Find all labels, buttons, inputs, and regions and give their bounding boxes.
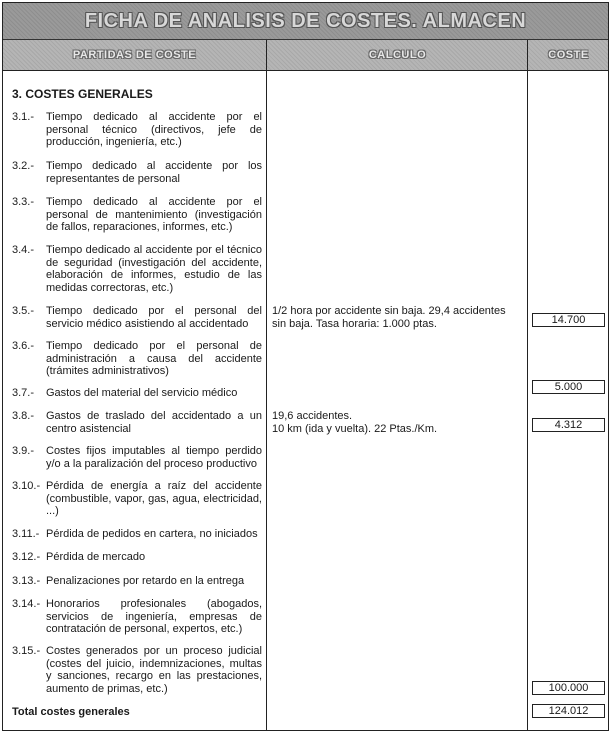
item-number: 3.10.- — [12, 480, 41, 492]
item-text: Tiempo dedicado por el personal del servicio médico asistiendo al accidentado — [46, 305, 262, 330]
cost-item-3-15 — [12, 645, 262, 695]
item-text: Tiempo dedicado al accidente por el técnico de seguridad (investigación del accidente, elaboración de informes, estudio de las medidas correctoras, etc.) — [46, 244, 262, 294]
cost-item-3-8 — [12, 410, 262, 435]
item-number: 3.8.- — [12, 410, 35, 422]
item-number: 3.4.- — [12, 244, 35, 256]
cost-value-3-15: 100.000 — [532, 681, 605, 695]
header-calculo: CALCULO — [266, 40, 528, 70]
cost-item-3-9 — [12, 445, 262, 470]
column-divider — [527, 70, 528, 731]
item-number: 3.5.- — [12, 305, 35, 317]
cost-item-3-2 — [12, 160, 262, 185]
item-number: 3.9.- — [12, 445, 35, 457]
item-text: Tiempo dedicado al accidente por los representantes de personal — [46, 160, 262, 185]
item-number: 3.2.- — [12, 160, 35, 172]
cost-value-3-7: 5.000 — [532, 380, 605, 394]
item-number: 3.1.- — [12, 111, 35, 123]
item-text: Tiempo dedicado al accidente por el personal de mantenimiento (investigación de fallos, reparaciones, informes, etc.) — [46, 196, 262, 233]
header-partidas: PARTIDAS DE COSTE — [72, 49, 197, 61]
item-text: Pérdida de mercado — [46, 551, 146, 563]
item-text: Costes generados por un proceso judicial (costes del juicio, indemnizaciones, multas y sanciones, recargo en las prestaciones, aumento de primas, etc.) — [46, 645, 262, 695]
item-number: 3.6.- — [12, 340, 35, 352]
item-text: Gastos del material del servicio médico — [46, 387, 238, 399]
calculation-3-5: 1/2 hora por accidente sin baja. 29,4 accidentes sin baja. Tasa horaria: 1.000 ptas. — [272, 305, 506, 330]
item-text: Tiempo dedicado por el personal de administración a causa del accidente (trámites administrativos) — [46, 340, 262, 377]
item-number: 3.14.- — [12, 598, 41, 610]
cost-item-3-12 — [12, 551, 262, 564]
cost-item-3-6 — [12, 340, 262, 378]
sheet-title: FICHA DE ANALISIS DE COSTES. ALMACEN — [84, 9, 527, 32]
cost-item-3-11 — [12, 528, 262, 541]
item-number: 3.7.- — [12, 387, 35, 399]
cost-item-3-7 — [12, 387, 262, 400]
calculation-3-8-line-1: 19,6 accidentes. — [272, 410, 353, 422]
item-text: Honorarios profesionales (abogados, servicios de ingeniería, empresas de contratación de personal, expertos, etc.) — [46, 598, 262, 635]
item-number: 3.3.- — [12, 196, 35, 208]
cost-item-3-10 — [12, 480, 262, 518]
column-header-row — [3, 40, 608, 71]
item-number: 3.15.- — [12, 645, 41, 657]
item-number: 3.11.- — [12, 528, 40, 540]
total-value: 124.012 — [532, 704, 605, 718]
item-number: 3.13.- — [12, 575, 41, 587]
section-title: 3. COSTES GENERALES — [12, 87, 153, 101]
column-divider — [266, 70, 267, 731]
cost-value-3-5: 14.700 — [532, 313, 605, 327]
cost-value-3-8: 4.312 — [532, 418, 605, 432]
item-number: 3.12.- — [12, 551, 41, 563]
total-label: Total costes generales — [12, 706, 130, 718]
item-text: Penalizaciones por retardo en la entrega — [46, 575, 245, 587]
calculation-3-8-line-2: 10 km (ida y vuelta). 22 Ptas./Km. — [272, 423, 438, 435]
item-text: Costes fijos imputables al tiempo perdido y/o a la paralización del proceso productivo — [46, 445, 262, 470]
title-bar — [3, 3, 608, 40]
item-text: Gastos de traslado del accidentado a un centro asistencial — [46, 410, 262, 435]
cost-item-3-1 — [12, 111, 262, 149]
cost-item-3-4 — [12, 244, 262, 294]
cost-item-3-5 — [12, 305, 262, 330]
cost-item-3-13 — [12, 575, 262, 588]
cost-item-3-14 — [12, 598, 262, 636]
cost-item-3-3 — [12, 196, 262, 234]
header-coste: COSTE — [527, 40, 609, 70]
item-text: Tiempo dedicado al accidente por el personal técnico (directivos, jefe de producción, ingeniería, etc.) — [46, 111, 262, 148]
item-text: Pérdida de energía a raíz del accidente (combustible, vapor, gas, agua, electricidad, ...) — [46, 480, 262, 517]
item-text: Pérdida de pedidos en cartera, no iniciados — [46, 528, 258, 540]
